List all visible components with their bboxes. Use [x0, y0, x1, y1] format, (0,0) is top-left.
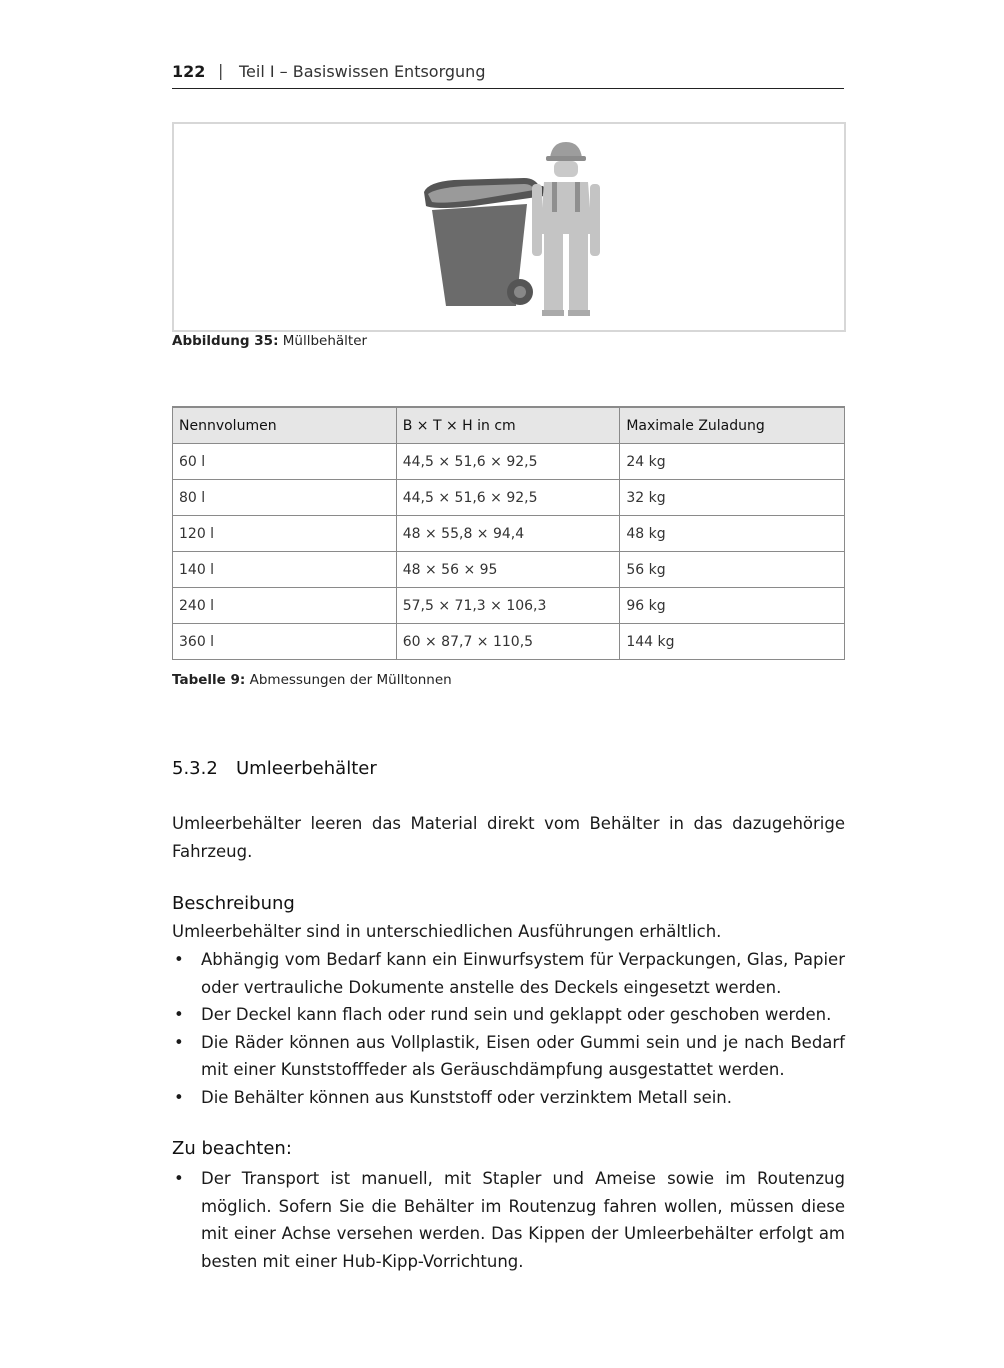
- section-heading: [172, 758, 377, 779]
- table-row: [173, 588, 845, 624]
- list-item: • Der Deckel kann flach oder rund sein und geklappt oder geschoben werden.: [172, 1001, 845, 1029]
- figure-caption-label: Abbildung 35:: [172, 333, 279, 349]
- table-header-row: [173, 407, 845, 444]
- chapter-title: Teil I – Basiswissen Entsorgung: [239, 62, 486, 81]
- table-cell: 60 l: [173, 444, 397, 480]
- notes-list: [172, 1165, 845, 1275]
- table-caption-text: Abmessungen der Mülltonnen: [249, 672, 452, 688]
- dimensions-table: [172, 406, 845, 660]
- notes-heading: Zu beachten:: [172, 1138, 292, 1159]
- table-cell: 32 kg: [620, 480, 845, 516]
- table-cell: 144 kg: [620, 624, 845, 660]
- section-title: Umleerbehälter: [236, 758, 377, 779]
- table-cell: 24 kg: [620, 444, 845, 480]
- figure-caption-text: Müllbehälter: [282, 333, 368, 349]
- table-cell: 56 kg: [620, 552, 845, 588]
- table-caption: [172, 672, 452, 688]
- intro-paragraph: Umleerbehälter leeren das Material direkt vom Behälter in das dazugehörige Fahrzeug.: [172, 814, 845, 861]
- table-cell: 44,5 × 51,6 × 92,5: [396, 444, 620, 480]
- table-row: [173, 516, 845, 552]
- description-list: [172, 946, 845, 1111]
- table-row: [173, 444, 845, 480]
- header-cell: Nennvolumen: [173, 407, 397, 444]
- table-cell: 48 × 56 × 95: [396, 552, 620, 588]
- running-header: [172, 60, 844, 89]
- table-row: [173, 480, 845, 516]
- table-row: [173, 552, 845, 588]
- list-item: • Der Transport ist manuell, mit Stapler und Ameise sowie im Routenzug möglich. Sofern Sie die Behälter im Routenzug fahren wollen, müssen diese mit einer Achse versehen werden. Das Kippen der Umleerbehälter erfolgt am besten mit einer Hub-Kipp-Vorrichtung.: [172, 1165, 845, 1275]
- table-cell: 240 l: [173, 588, 397, 624]
- section-number: 5.3.2: [172, 758, 218, 779]
- description-lead: Umleerbehälter sind in unterschiedlichen Ausführungen erhältlich.: [172, 922, 722, 941]
- table-cell: 96 kg: [620, 588, 845, 624]
- page-number: 122: [172, 62, 206, 81]
- table-cell: 48 × 55,8 × 94,4: [396, 516, 620, 552]
- description-heading: Beschreibung: [172, 893, 295, 914]
- table-cell: 80 l: [173, 480, 397, 516]
- table-cell: 60 × 87,7 × 110,5: [396, 624, 620, 660]
- header-cell: B × T × H in cm: [396, 407, 620, 444]
- header-cell: Maximale Zuladung: [620, 407, 845, 444]
- worker-icon: [532, 142, 600, 316]
- figure-frame: [172, 122, 846, 332]
- header-separator: |: [218, 61, 224, 80]
- list-item: • Die Räder können aus Vollplastik, Eisen oder Gummi sein und je nach Bedarf mit einer Kunststofffeder als Geräuschdämpfung ausgestattet werden.: [172, 1029, 845, 1084]
- table-cell: 140 l: [173, 552, 397, 588]
- table-cell: 48 kg: [620, 516, 845, 552]
- waste-bin-icon: [424, 178, 544, 306]
- figure-caption: [172, 333, 367, 349]
- waste-bin-illustration: [174, 124, 844, 330]
- table-cell: 44,5 × 51,6 × 92,5: [396, 480, 620, 516]
- table-caption-label: Tabelle 9:: [172, 672, 246, 688]
- table-row: [173, 624, 845, 660]
- table-cell: 360 l: [173, 624, 397, 660]
- table-cell: 120 l: [173, 516, 397, 552]
- list-item: • Abhängig vom Bedarf kann ein Einwurfsystem für Verpackungen, Glas, Papier oder vertrauliche Dokumente anstelle des Deckels eingesetzt werden.: [172, 946, 845, 1001]
- list-item: • Die Behälter können aus Kunststoff oder verzinktem Metall sein.: [172, 1084, 845, 1112]
- table-cell: 57,5 × 71,3 × 106,3: [396, 588, 620, 624]
